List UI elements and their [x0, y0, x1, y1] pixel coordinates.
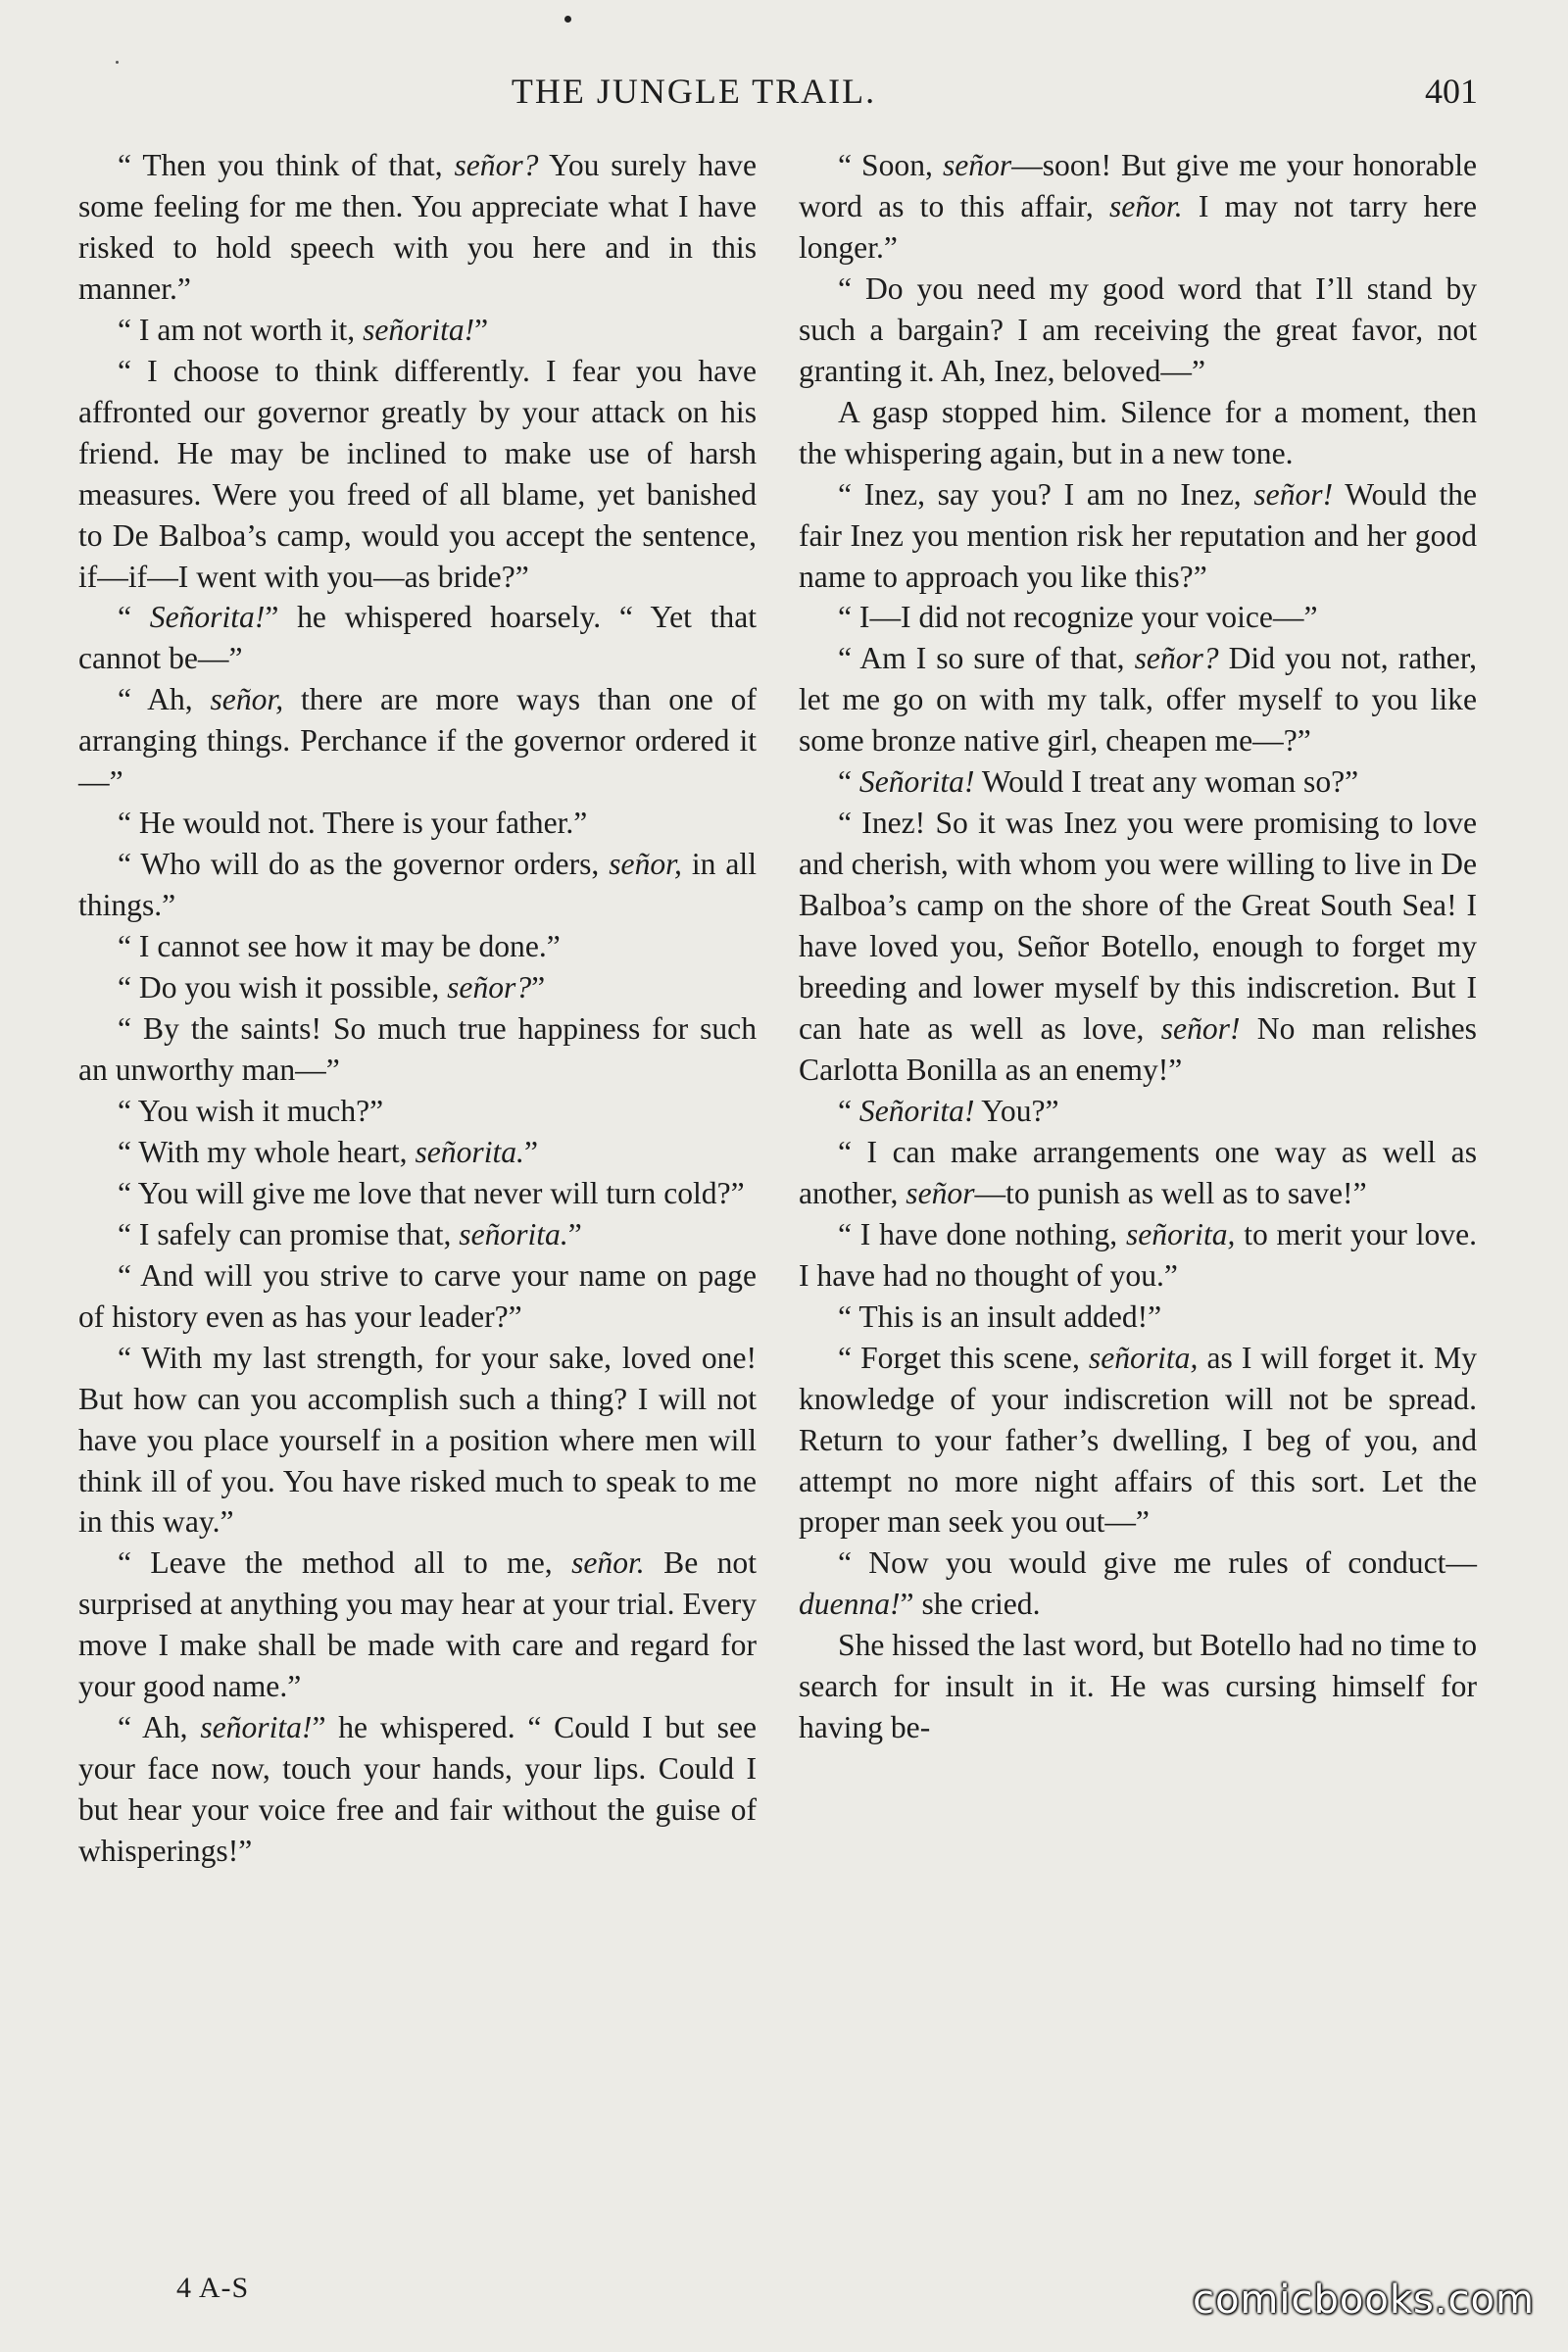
paragraph: “ Leave the method all to me, señor. Be not surprised at anything you may hear at your trial. Every move I make shall be made with care and regard for your good name.” — [78, 1545, 757, 1704]
paragraph: “ I safely can promise that, señorita.” — [118, 1216, 582, 1251]
paragraph: “ With my last strength, for your sake, loved one! But how can you accomplish such a thing? I will not have you place yourself in a position where men will think ill of you. You have risked much to speak to me in this way.” — [78, 1340, 757, 1540]
page-number: 401 — [1425, 72, 1478, 111]
paragraph: A gasp stopped him. Silence for a moment, then the whispering again, but in a new tone. — [799, 394, 1477, 470]
left-text-column — [78, 145, 757, 1872]
paragraph: “ Ah, señorita!” he whispered. “ Could I but see your face now, touch your hands, your lips. Could I but hear your voice free and fair without the guise of whisperings!” — [78, 1710, 757, 1869]
paragraph: “ You will give me love that never will turn cold?” — [118, 1175, 745, 1210]
paragraph: “ This is an insult added!” — [838, 1298, 1162, 1334]
paragraph: “ With my whole heart, señorita.” — [118, 1134, 538, 1169]
paragraph: “ Señorita!” he whispered hoarsely. “ Yet that cannot be—” — [78, 600, 758, 676]
right-text-column — [799, 145, 1477, 1748]
paragraph: “ Forget this scene, señorita, as I will forget it. My knowledge of your indiscretion will not be spread. Return to your father’s dwelling, I beg of you, and attempt no more night affairs of this sort. Let the proper man seek you out—” — [799, 1340, 1477, 1540]
paragraph: “ Do you need my good word that I’ll stand by such a bargain? I am receiving the great favor, not granting it. Ah, Inez, beloved—” — [799, 270, 1477, 388]
paragraph: “ Ah, señor, there are more ways than one of arranging things. Perchance if the governor ordered it—” — [78, 682, 758, 800]
signature-mark: 4 A-S — [176, 2272, 250, 2304]
paragraph: “ Then you think of that, señor? You surely have some feeling for me then. You appreciate what I have risked to hold speech with you here and in this manner.” — [78, 148, 757, 306]
print-dot — [564, 16, 571, 23]
paragraph: “ I can make arrangements one way as well as another, señor—to punish as well as to save!” — [799, 1134, 1477, 1210]
paragraph: “ Inez! So it was Inez you were promising to love and cherish, with whom you were willing to live in De Balboa’s camp on the shore of the Great South Sea! I have loved you, Señor Botello, enough to forget my breeding and lower myself by this indiscretion. But I can hate as well as love, señor! No man relishes Carlotta Bonilla as an enemy!” — [799, 806, 1477, 1087]
print-speck — [116, 61, 119, 64]
paragraph: “ Am I so sure of that, señor? Did you not, rather, let me go on with my talk, offer myself to you like some bronze native girl, cheapen me—?” — [799, 641, 1477, 759]
paragraph: “ I—I did not recognize your voice—” — [838, 600, 1318, 635]
paragraph: “ I choose to think differently. I fear you have affronted our governor greatly by your attack on his friend. He may be inclined to make use of harsh measures. Were you freed of all blame, yet banished to De Balboa’s camp, would you accept the sentence, if—if—I went with you—as bride?” — [78, 353, 757, 594]
paragraph: “ Now you would give me rules of conduct—duenna!” she cried. — [799, 1545, 1477, 1622]
paragraph: “ Who will do as the governor orders, señor, in all things.” — [78, 847, 757, 923]
paragraph: “ Inez, say you? I am no Inez, señor! Would the fair Inez you mention risk her reputation and her good name to approach you like this?” — [799, 476, 1477, 594]
paragraph: “ Señorita! You?” — [838, 1093, 1059, 1128]
paragraph: “ And will you strive to carve your name on page of history even as has your leader?” — [78, 1257, 757, 1334]
paragraph: She hissed the last word, but Botello had no time to search for insult in it. He was cursing himself for having be- — [799, 1628, 1477, 1745]
paragraph: “ By the saints! So much true happiness for such an unworthy man—” — [78, 1011, 757, 1087]
paragraph: “ He would not. There is your father.” — [118, 806, 588, 841]
running-title: THE JUNGLE TRAIL. — [511, 72, 877, 111]
paragraph: “ I am not worth it, señorita!” — [118, 312, 489, 347]
paragraph: “ I have done nothing, señorita, to merit your love. I have had no thought of you.” — [799, 1216, 1478, 1293]
paragraph: “ I cannot see how it may be done.” — [118, 929, 561, 964]
paragraph: “ You wish it much?” — [118, 1093, 384, 1128]
paragraph: “ Do you wish it possible, señor?” — [118, 970, 546, 1005]
paragraph: “ Soon, señor—soon! But give me your honorable word as to this affair, señor. I may not tarry here longer.” — [799, 148, 1477, 265]
paragraph: “ Señorita! Would I treat any woman so?” — [838, 764, 1359, 800]
watermark-logo: comicbooks.com — [1192, 2278, 1535, 2323]
